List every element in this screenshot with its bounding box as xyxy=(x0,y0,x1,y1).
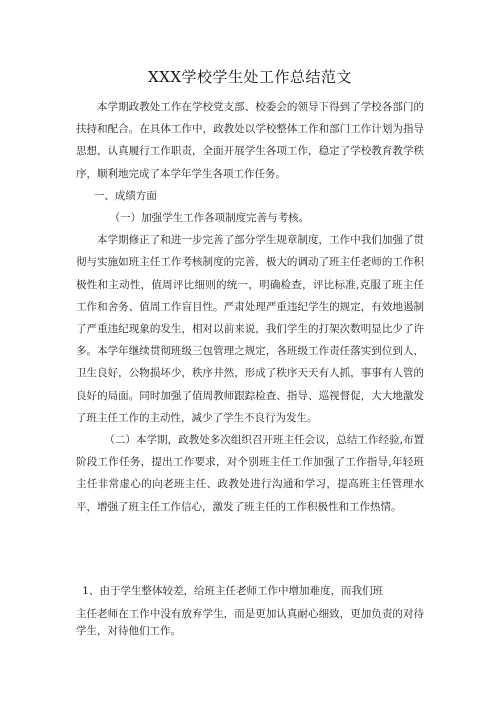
body-paragraph: 本学期修正了和进一步完善了部分学生规章制度，工作中我们加强了贯彻与实施如班主任工作考核制度的完善，极大的调动了班主任老师的工作积极性和主动性，值周评比细则的统一，明确检查，评比标准,克服了班主任工作和舍务、值周工作盲目性。严肃处理严重违纪学生的规定，有效地遏制了严重违纪现象的发生，相对以前来说，我们学生的打架次数明显比少了许多。本学年继续贯彻班级三包管理之规定，各班级工作责任落实到位到人，卫生良好，公物损坏少，秩序井然，形成了秩序天天有人抓，事事有人管的良好的局面。同时加强了值周教师跟踪检查、指导、巡视督促，大大地激发了班主任工作的主动性，减少了学生不良行为发生。 xyxy=(76,234,424,424)
small-paragraph: 主任老师在工作中没有放弃学生，而是更加认真耐心细致，更加负责的对待学生，对待他们工作。 xyxy=(76,608,424,637)
section-heading: 一、成绩方面 xyxy=(93,189,157,202)
intro-paragraph: 本学期政教处工作在学校党支部、校委会的领导下得到了学校各部门的扶持和配合。在具体工作中，政教处以学校整体工作和部门工作计划为指导思想，认真履行工作职责，全面开展学生各项工作，稳定了学校教育教学秩序，顺利地完成了本学年学生各项工作任务。 xyxy=(76,101,424,180)
document-tail xyxy=(76,580,424,640)
body-paragraph: （二）本学期，政教处多次组织召开班主任会议，总结工作经验,布置阶段工作任务，提出工作要求，对个别班主任工作加强了工作指导,年轻班主任非常虚心的向老班主任、政教处进行沟通和学习，提高班主任管理水平，增强了班主任工作信心，激发了班主任的工作积极性和工作热情。 xyxy=(76,434,424,513)
document-title: XXX学校学生处工作总结范文 xyxy=(147,68,353,86)
numbered-item: 1、由于学生整体较差，给班主任老师工作中增加难度，而我们班 xyxy=(82,585,383,597)
document-body xyxy=(76,96,424,518)
subsection-heading: （一）加强学生工作各项制度完善与考核。 xyxy=(109,212,310,225)
